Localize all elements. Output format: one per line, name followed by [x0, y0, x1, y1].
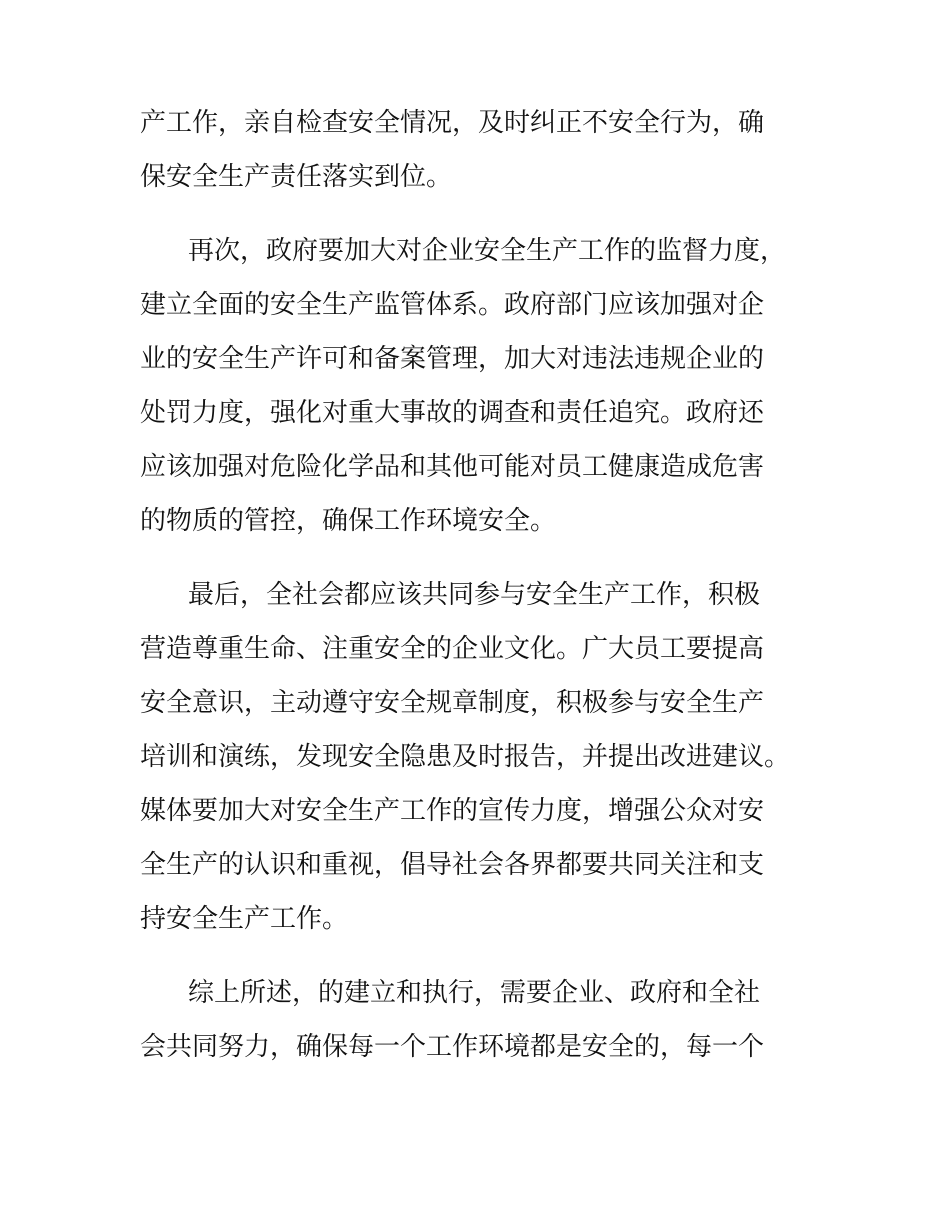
text-line: 会共同努力，确保每一个工作环境都是安全的，每一个 — [140, 1032, 765, 1062]
text-line: 产工作，亲自检查安全情况，及时纠正不安全行为，确 — [140, 108, 765, 138]
paragraph-government — [140, 224, 840, 548]
document-body — [140, 96, 840, 1074]
text-line: 全生产的认识和重视，倡导社会各界都要共同关注和支 — [140, 850, 765, 880]
paragraph-society — [140, 568, 840, 946]
text-line: 建立全面的安全生产监管体系。政府部门应该加强对企 — [140, 290, 765, 320]
text-line: 处罚力度，强化对重大事故的调查和责任追究。政府还 — [140, 398, 765, 428]
paragraph-summary — [140, 966, 840, 1074]
text-line: 应该加强对危险化学品和其他可能对员工健康造成危害 — [140, 452, 765, 482]
text-line: 媒体要加大对安全生产工作的宣传力度，增强公众对安 — [140, 796, 765, 826]
text-line: 的物质的管控，确保工作环境安全。 — [140, 506, 557, 536]
text-line: 保安全生产责任落实到位。 — [140, 162, 453, 192]
text-line: 综上所述，的建立和执行，需要企业、政府和全社 — [188, 978, 761, 1008]
text-line: 最后，全社会都应该共同参与安全生产工作，积极 — [188, 580, 761, 610]
text-line: 培训和演练，发现安全隐患及时报告，并提出改进建议。 — [140, 742, 791, 772]
text-line: 再次，政府要加大对企业安全生产工作的监督力度， — [188, 236, 787, 266]
text-line: 营造尊重生命、注重安全的企业文化。广大员工要提高 — [140, 634, 765, 664]
text-line: 持安全生产工作。 — [140, 904, 349, 934]
text-line: 安全意识，主动遵守安全规章制度，积极参与安全生产 — [140, 688, 765, 718]
text-line: 业的安全生产许可和备案管理，加大对违法违规企业的 — [140, 344, 765, 374]
paragraph-continuation — [140, 96, 840, 204]
